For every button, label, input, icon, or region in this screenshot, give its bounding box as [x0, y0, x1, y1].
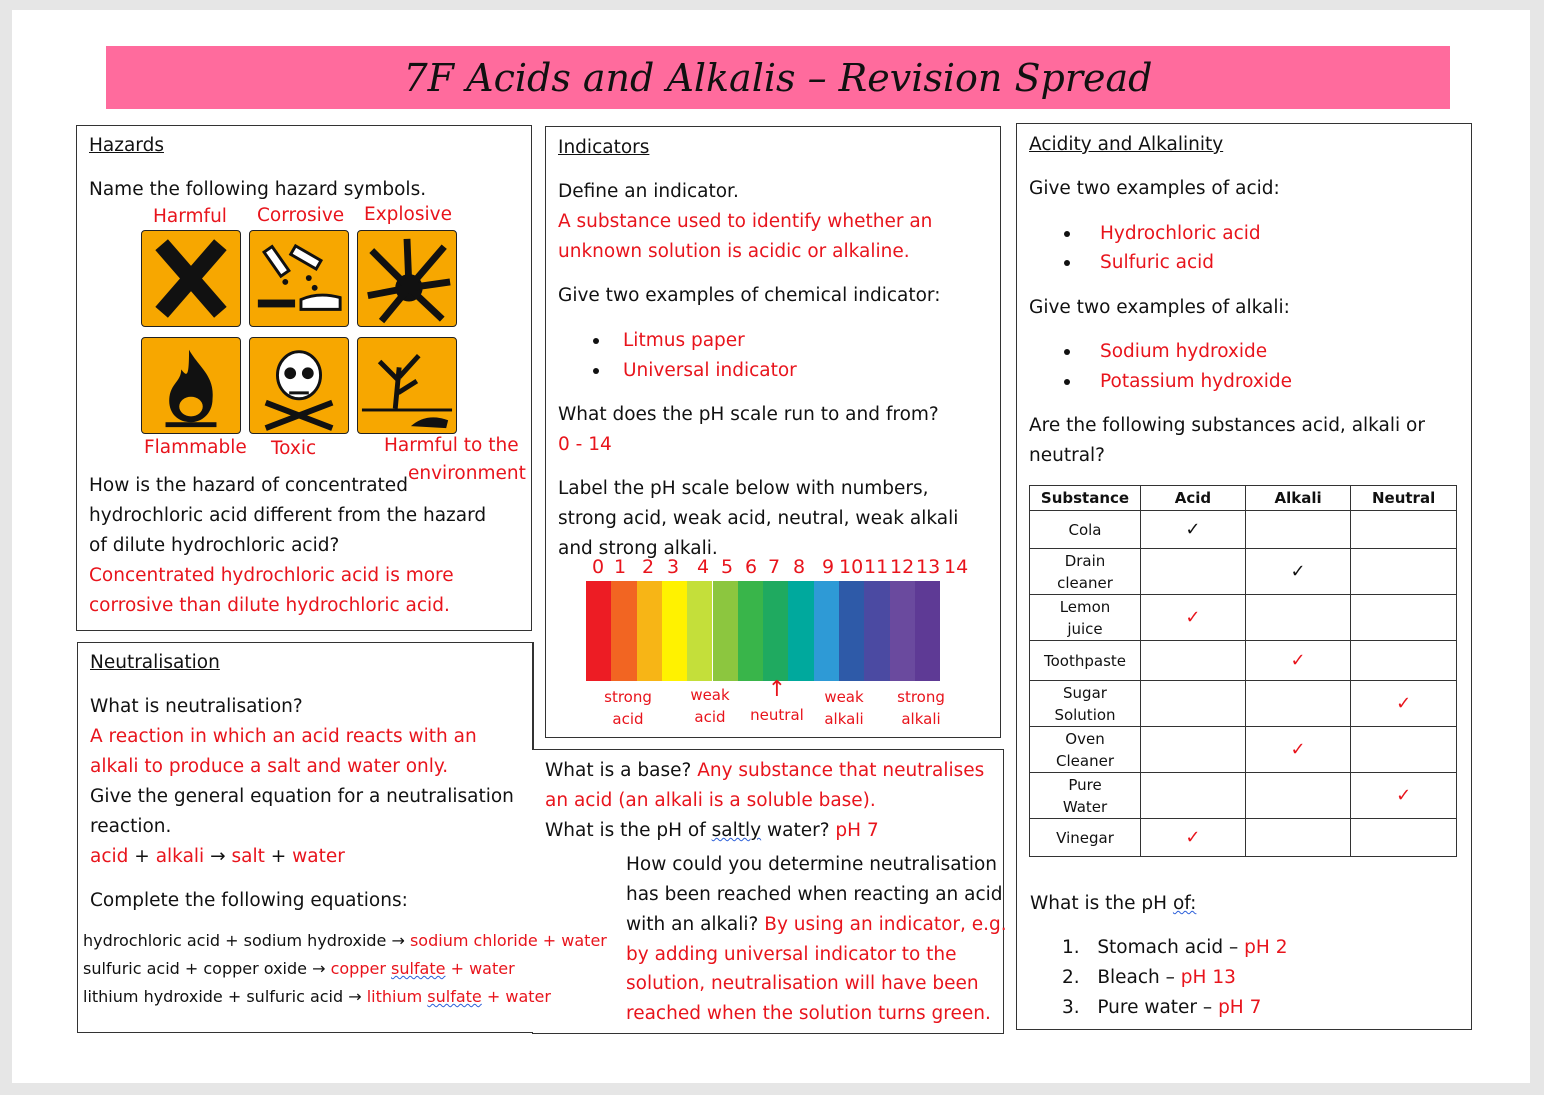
hazards-question-line3: of dilute hydrochloric acid?	[89, 535, 340, 556]
ph-color-band	[763, 581, 788, 681]
hazards-question-line1: How is the hazard of concentrated	[89, 475, 408, 496]
strong-acid-line2: acid	[612, 710, 644, 728]
table-cell	[1351, 727, 1457, 773]
harmful-icon	[141, 230, 241, 327]
ph-number: 0	[591, 556, 605, 578]
ph-number: 8	[792, 556, 806, 578]
substance-table	[1029, 485, 1457, 857]
page-title: 7F Acids and Alkalis – Revision Spread	[403, 55, 1153, 100]
neutralisation-question: What is neutralisation?	[90, 696, 303, 717]
label-explosive: Explosive	[364, 204, 452, 225]
ph-number: 12	[890, 556, 915, 578]
classify-question-line1: Are the following substances acid, alkali or	[1029, 415, 1425, 436]
determine-question-line1: How could you determine neutralisation	[626, 854, 998, 875]
base-question: What is a base?	[545, 760, 692, 781]
table-cell	[1141, 641, 1246, 681]
label-environment-line2: environment	[408, 463, 526, 484]
classify-question-line2: neutral?	[1029, 445, 1105, 466]
table-cell	[1351, 773, 1457, 819]
examples-question: Give two examples of chemical indicator:	[558, 285, 941, 306]
table-row	[1030, 819, 1457, 857]
table-row	[1030, 511, 1457, 549]
table-cell	[1245, 641, 1350, 681]
substance-name: Oven Cleaner	[1030, 727, 1141, 773]
label-question-line2: strong acid, weak acid, neutral, weak alkali	[558, 508, 959, 529]
table-row	[1030, 549, 1457, 595]
table-cell	[1245, 595, 1350, 641]
substance-name: Pure Water	[1030, 773, 1141, 819]
ph-color-band	[687, 581, 712, 681]
table-row	[1030, 641, 1457, 681]
label-corrosive: Corrosive	[257, 205, 345, 226]
acid-example: Sulfuric acid	[1100, 252, 1215, 273]
general-equation: acid + alkali → salt + water	[90, 846, 345, 867]
base-answer-part1: Any substance that neutralises	[697, 760, 985, 781]
substance-name: Drain cleaner	[1030, 549, 1141, 595]
table-cell	[1141, 511, 1246, 549]
define-question: Define an indicator.	[558, 181, 739, 202]
bullet	[1064, 260, 1070, 266]
table-cell	[1141, 681, 1246, 727]
weak-alkali-line1: weak	[824, 688, 864, 706]
ph-color-band	[890, 581, 915, 681]
strong-alkali-line1: strong	[897, 688, 945, 706]
table-cell	[1141, 727, 1246, 773]
ph-number: 2	[641, 556, 655, 578]
ph-color-band	[864, 581, 889, 681]
hazards-heading: Hazards	[89, 135, 164, 156]
hazards-answer-line2: corrosive than dilute hydrochloric acid.	[89, 595, 450, 616]
ph-color-band	[662, 581, 687, 681]
column-header: Alkali	[1245, 486, 1350, 511]
table-cell	[1351, 511, 1457, 549]
ph-number: 3	[666, 556, 680, 578]
determine-answer-line1: by adding universal indicator to the	[626, 944, 957, 965]
check-icon: ✓	[1290, 650, 1306, 671]
check-icon: ✓	[1396, 785, 1412, 806]
ph-color-band	[637, 581, 662, 681]
ph-item: 3. Pure water – pH 7	[1062, 997, 1262, 1018]
column-header: Neutral	[1351, 486, 1457, 511]
ph-number: 13	[916, 556, 941, 578]
ph-number: 1	[613, 556, 627, 578]
substance-name: Vinegar	[1030, 819, 1141, 857]
salt-water-question: What is the pH of saltly water? pH 7	[545, 820, 879, 841]
ph-color-band	[839, 581, 864, 681]
bullet	[1064, 349, 1070, 355]
determine-question-line3: with an alkali? By using an indicator, e.g.	[626, 914, 1007, 935]
ph-item: 1. Stomach acid – pH 2	[1062, 937, 1288, 958]
neutralisation-heading: Neutralisation	[90, 652, 220, 673]
check-icon: ✓	[1185, 827, 1201, 848]
substance-name: Cola	[1030, 511, 1141, 549]
hazards-answer-line1: Concentrated hydrochloric acid is more	[89, 565, 454, 586]
equation-question-line2: reaction.	[90, 816, 172, 837]
ph-number: 7	[767, 556, 781, 578]
weak-acid-line1: weak	[690, 686, 730, 704]
table-cell	[1141, 595, 1246, 641]
substance-name: Sugar Solution	[1030, 681, 1141, 727]
base-answer-part2: an acid (an alkali is a soluble base).	[545, 790, 876, 811]
weak-alkali-label	[814, 686, 874, 730]
alkali-example: Sodium hydroxide	[1100, 341, 1268, 362]
ph-item: 2. Bleach – pH 13	[1062, 967, 1236, 988]
base-question-line1	[545, 756, 984, 786]
check-icon: ✓	[1290, 739, 1306, 760]
label-harmful: Harmful	[153, 206, 227, 227]
neutral-label: neutral	[750, 706, 804, 724]
table-header-row	[1030, 486, 1457, 511]
strong-acid-label	[598, 686, 658, 730]
complete-question: Complete the following equations:	[90, 890, 408, 911]
determine-question-line2: has been reached when reacting an acid	[626, 884, 1003, 905]
ph-color-band	[713, 581, 738, 681]
table-row	[1030, 773, 1457, 819]
check-icon: ✓	[1290, 561, 1306, 582]
column-header: Substance	[1030, 486, 1141, 511]
table-row	[1030, 681, 1457, 727]
table-cell	[1141, 819, 1246, 857]
check-icon: ✓	[1185, 607, 1201, 628]
table-cell	[1351, 595, 1457, 641]
strong-acid-line1: strong	[604, 688, 652, 706]
table-cell	[1245, 511, 1350, 549]
table-cell	[1351, 549, 1457, 595]
table-cell	[1245, 681, 1350, 727]
ph-number: 10	[839, 556, 864, 578]
environment-hazard-icon	[357, 337, 457, 434]
table-row	[1030, 727, 1457, 773]
salt-water-answer: pH 7	[835, 820, 879, 841]
acid-example: Hydrochloric acid	[1100, 223, 1261, 244]
ph-color-band	[611, 581, 636, 681]
table-cell	[1141, 549, 1246, 595]
equation-question-line1: Give the general equation for a neutralisation	[90, 786, 514, 807]
determine-answer-line2: solution, neutralisation will have been	[626, 973, 979, 994]
weak-acid-label	[680, 684, 740, 728]
ph-number: 9	[821, 556, 835, 578]
determine-answer-line3: reached when the solution turns green.	[626, 1003, 991, 1024]
divider	[532, 642, 534, 750]
ph-color-band	[814, 581, 839, 681]
corrosive-icon	[249, 230, 349, 327]
bullet	[593, 338, 599, 344]
table-cell	[1351, 641, 1457, 681]
table-cell	[1245, 819, 1350, 857]
table-cell	[1245, 549, 1350, 595]
acidity-heading: Acidity and Alkalinity	[1029, 134, 1224, 155]
toxic-icon	[249, 337, 349, 434]
range-answer: 0 - 14	[558, 434, 612, 455]
table-cell	[1245, 773, 1350, 819]
example-indicator: Universal indicator	[623, 360, 797, 381]
substance-name: Lemon juice	[1030, 595, 1141, 641]
neutralisation-answer-line1: A reaction in which an acid reacts with an	[90, 726, 477, 747]
title-banner	[106, 46, 1450, 109]
ph-number: 6	[744, 556, 758, 578]
equation-row: lithium hydroxide + sulfuric acid → lithium sulfate + water	[83, 987, 551, 1006]
neutralisation-answer-line2: alkali to produce a salt and water only.	[90, 756, 449, 777]
ph-number: 11	[864, 556, 889, 578]
define-answer-line1: A substance used to identify whether an	[558, 211, 933, 232]
check-icon: ✓	[1396, 693, 1412, 714]
ph-number: 4	[696, 556, 710, 578]
label-flammable: Flammable	[144, 437, 247, 458]
flammable-icon	[141, 337, 241, 434]
label-question-line3: and strong alkali.	[558, 538, 718, 559]
label-environment-line1: Harmful to the	[384, 435, 519, 456]
alkali-example: Potassium hydroxide	[1100, 371, 1293, 392]
table-cell	[1351, 681, 1457, 727]
ph-color-band	[915, 581, 940, 681]
ph-color-band	[586, 581, 611, 681]
range-question: What does the pH scale run to and from?	[558, 404, 939, 425]
ph-of-question: What is the pH of:	[1030, 893, 1197, 914]
table-cell	[1245, 727, 1350, 773]
weak-acid-line2: acid	[694, 708, 726, 726]
indicators-heading: Indicators	[558, 137, 650, 158]
bullet	[1064, 231, 1070, 237]
check-icon: ✓	[1185, 519, 1201, 540]
hazards-prompt: Name the following hazard symbols.	[89, 179, 427, 200]
alkali-examples-question: Give two examples of alkali:	[1029, 297, 1290, 318]
strong-alkali-line2: alkali	[901, 710, 941, 728]
table-cell	[1141, 773, 1246, 819]
column-header: Acid	[1141, 486, 1246, 511]
table-row	[1030, 595, 1457, 641]
bullet	[1064, 379, 1070, 385]
ph-color-band	[738, 581, 763, 681]
ph-number: 14	[944, 556, 969, 578]
substance-name: Toothpaste	[1030, 641, 1141, 681]
ph-color-band	[788, 581, 813, 681]
explosive-icon	[357, 230, 457, 327]
equation-row: hydrochloric acid + sodium hydroxide → sodium chloride + water	[83, 931, 607, 950]
bullet	[593, 368, 599, 374]
acid-examples-question: Give two examples of acid:	[1029, 178, 1280, 199]
label-question-line1: Label the pH scale below with numbers,	[558, 478, 929, 499]
neutral-arrow-icon: ↑	[767, 677, 787, 702]
weak-alkali-line2: alkali	[824, 710, 864, 728]
equation-row: sulfuric acid + copper oxide → copper sulfate + water	[83, 959, 515, 978]
table-cell	[1351, 819, 1457, 857]
example-indicator: Litmus paper	[623, 330, 745, 351]
define-answer-line2: unknown solution is acidic or alkaline.	[558, 241, 910, 262]
ph-number: 5	[720, 556, 734, 578]
label-toxic: Toxic	[271, 438, 317, 459]
hazards-question-line2: hydrochloric acid different from the hazard	[89, 505, 487, 526]
strong-alkali-label	[891, 686, 951, 730]
